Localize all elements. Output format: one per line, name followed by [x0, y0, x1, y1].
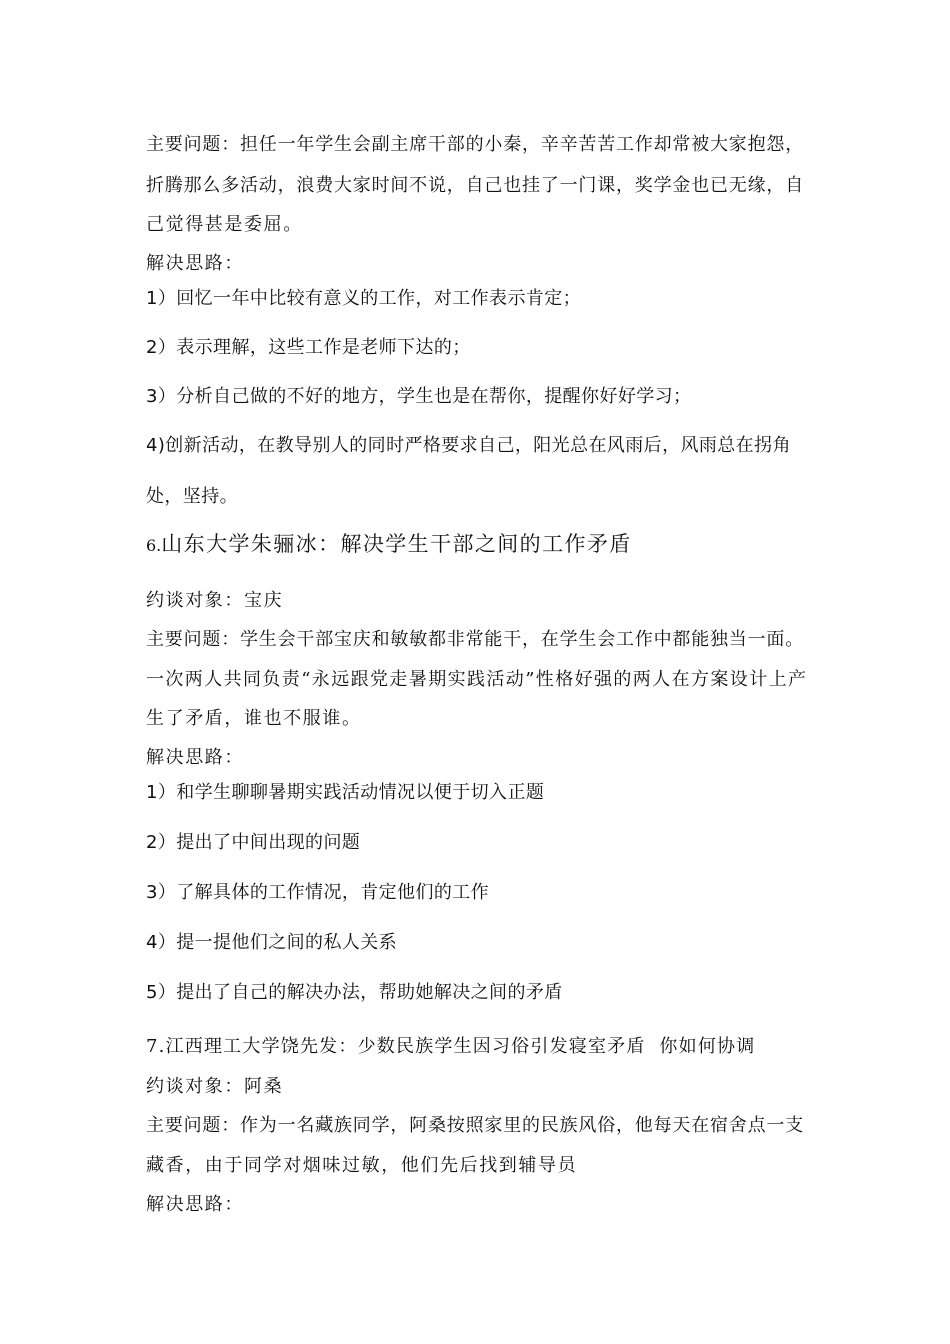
s6-heading-text: 山东大学朱骊冰：解决学生干部之间的工作矛盾 — [161, 532, 632, 556]
s5-step-4: 4)创新活动，在教导别人的同时严格要求自己，阳光总在风雨后，风雨总在拐角 — [146, 435, 791, 456]
s5-problem-line-2: 折腾那么多活动，浪费大家时间不说，自己也挂了一门课，奖学金也已无缘，自 — [146, 175, 804, 196]
s5-problem-line-1: 主要问题：担任一年学生会副主席干部的小秦，辛辛苦苦工作却常被大家抱怨， — [146, 134, 804, 155]
s7-problem-line-2: 藏香，由于同学对烟味过敏，他们先后找到辅导员 — [146, 1155, 578, 1176]
s7-problem-line-1: 主要问题：作为一名藏族同学，阿桑按照家里的民族风俗，他每天在宿舍点一支 — [146, 1115, 804, 1136]
s5-step-1: 1）回忆一年中比较有意义的工作，对工作表示肯定； — [146, 288, 582, 309]
s6-step-1: 1）和学生聊聊暑期实践活动情况以便于切入正题 — [146, 782, 545, 803]
s6-step-5: 5）提出了自己的解决办法，帮助她解决之间的矛盾 — [146, 982, 563, 1003]
s5-step-4-cont: 处，坚持。 — [146, 486, 238, 507]
s7-subject: 约谈对象：阿桑 — [146, 1076, 284, 1097]
s6-subject: 约谈对象：宝庆 — [146, 590, 284, 611]
s7-heading: 7.江西理工大学饶先发：少数民族学生因习俗引发寝室矛盾 你如何协调 — [146, 1036, 756, 1057]
s5-step-2: 2）表示理解，这些工作是老师下达的； — [146, 337, 471, 358]
s6-heading — [146, 528, 632, 558]
s7-solution-label: 解决思路： — [146, 1194, 244, 1215]
s6-step-3: 3）了解具体的工作情况，肯定他们的工作 — [146, 882, 490, 903]
s6-problem-line-3: 生了矛盾，谁也不服谁。 — [146, 708, 362, 729]
s6-solution-label: 解决思路： — [146, 747, 244, 768]
s6-step-4: 4）提一提他们之间的私人关系 — [146, 932, 398, 953]
s6-problem-line-1: 主要问题：学生会干部宝庆和敏敏都非常能干，在学生会工作中都能独当一面。 — [146, 629, 804, 650]
s6-step-2: 2）提出了中间出现的问题 — [146, 832, 361, 853]
s6-heading-number: 6. — [146, 536, 162, 555]
s6-problem-line-2: 一次两人共同负责“永远跟党走暑期实践活动”性格好强的两人在方案设计上产 — [146, 669, 808, 690]
s5-step-3: 3）分析自己做的不好的地方，学生也是在帮你，提醒你好好学习； — [146, 386, 692, 407]
s5-solution-label: 解决思路： — [146, 253, 244, 274]
s5-problem-line-3: 己觉得甚是委屈。 — [146, 214, 303, 235]
